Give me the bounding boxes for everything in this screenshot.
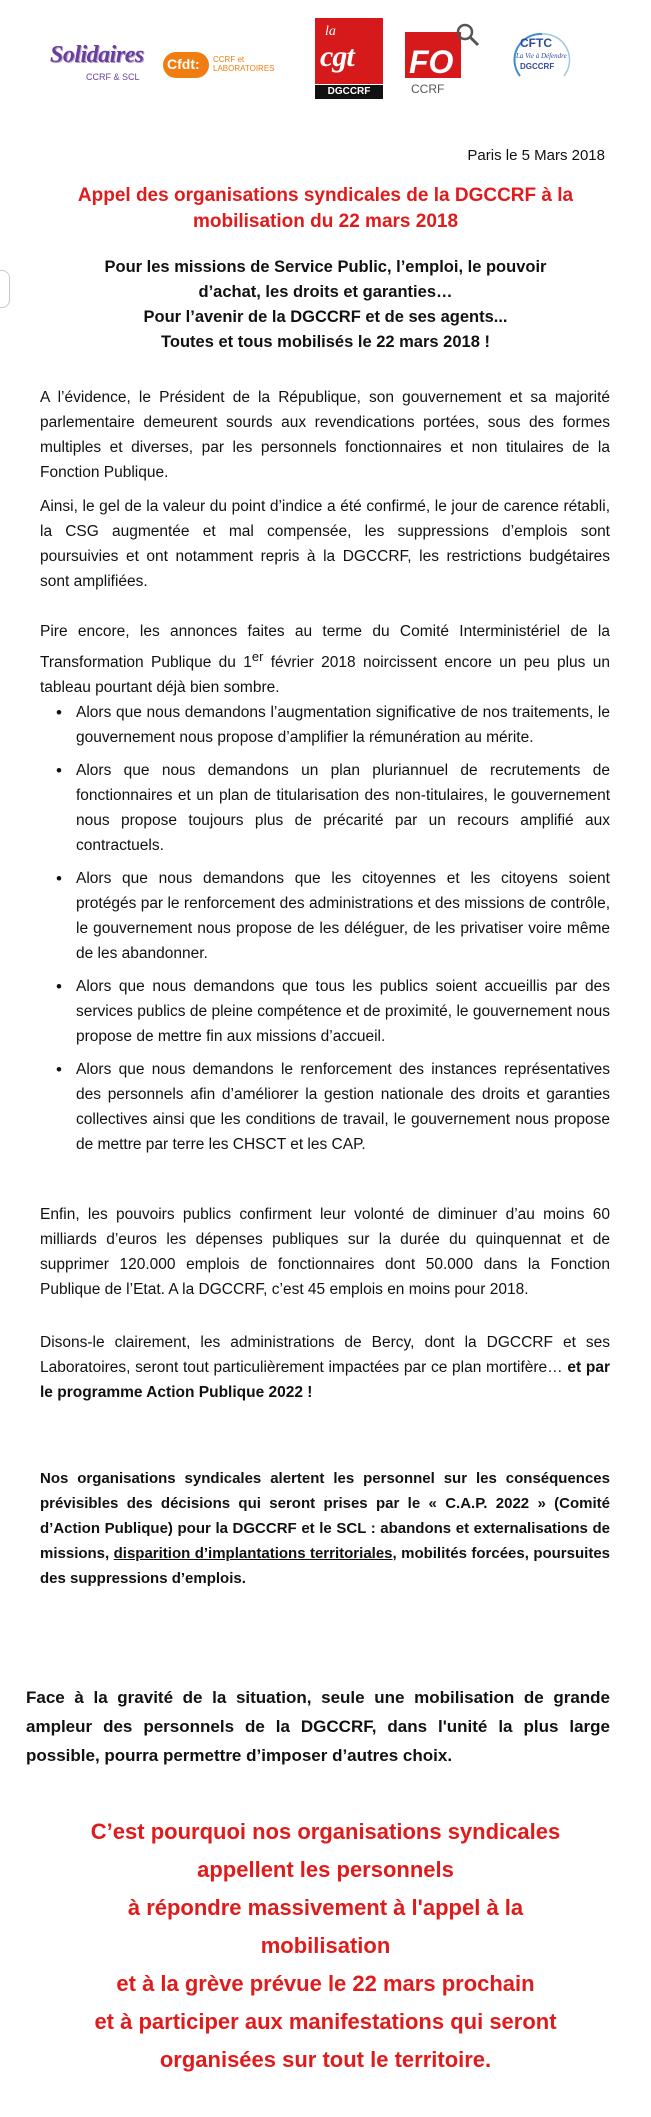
- solidaires-logo: [50, 40, 160, 88]
- fo-logo-box: [405, 32, 461, 78]
- subtitle-line: d’achat, les droits et garanties…: [198, 283, 453, 301]
- cgt-logo-box: [315, 18, 383, 84]
- fo-logo: [405, 22, 485, 98]
- cftc-logo-name: CFTC: [520, 36, 552, 50]
- cgt-logo-prefix: la: [325, 24, 336, 39]
- list-item: • Alors que nous demandons que tous les publics soient accueillis par des services publics de pleine compétence et de proximité, le gouvernement nous propose de mettre fin aux missions d’accueil.: [50, 974, 610, 1049]
- call-line: organisées sur tout le territoire.: [159, 2047, 492, 2072]
- cgt-logo-name: cgt: [320, 40, 354, 73]
- cftc-logo: [512, 30, 572, 90]
- cftc-logo-tagline: La Vie à Défendre: [516, 52, 567, 60]
- cfdt-logo-sub: CCRF et LABORATOIRES: [213, 55, 275, 73]
- document-date: Paris le 5 Mars 2018: [467, 147, 605, 164]
- page-edge-marker: [0, 270, 10, 308]
- paragraph-alert: [40, 1466, 610, 1591]
- solidaires-logo-name: Solidaires: [50, 42, 144, 68]
- paragraph-budget-cuts: Enfin, les pouvoirs publics confirment leur volonté de diminuer d’au moins 60 milliards d’euros les dépenses publiques sur la durée du quinquennat et de supprimer 120.000 emplois de fonctionnaires dont 50.000 dans la Fonction Publique de l’Etat. A la DGCCRF, c’est 45 emplois en moins pour 2018.: [40, 1206, 610, 1298]
- call-line: mobilisation: [260, 1933, 391, 1958]
- paragraph-announcements: [40, 619, 610, 700]
- cfdt-logo-badge: [163, 52, 209, 78]
- call-line: et à la grève prévue le 22 mars prochain: [116, 1971, 535, 1996]
- paragraph-announcements-b: février 2018 noircissent encore un peu plus un tableau pourtant déjà bien sombre.: [40, 654, 610, 697]
- cfdt-logo-name: Cfdt:: [167, 56, 200, 72]
- cgt-logo: [315, 18, 383, 97]
- call-to-action: [20, 1813, 631, 2079]
- call-line: et à participer aux manifestations qui seront: [94, 2009, 557, 2034]
- magnifier-icon: [455, 22, 481, 48]
- list-item: • Alors que nous demandons un plan pluriannuel de recrutements de fonctionnaires et un plan de titularisation des non-titulaires, le gouvernement nous propose toujours plus de précarité par un recours amplifié aux contractuels.: [50, 758, 610, 858]
- cgt-logo-sub: DGCCRF: [315, 85, 383, 99]
- subtitle-line: Pour l’avenir de la DGCCRF et de ses agents...: [143, 308, 508, 326]
- list-item: • Alors que nous demandons l’augmentation significative de nos traitements, le gouvernement nous propose d’amplifier la rémunération au mérite.: [50, 700, 610, 750]
- cfdt-logo: [163, 52, 283, 82]
- paragraph-announcements-sup: er: [251, 649, 264, 664]
- union-logos: [0, 18, 651, 98]
- paragraph-announcements-a: Pire encore, les annonces faites au terme du Comité Interministériel de la Transformation Publique du 1: [40, 623, 610, 672]
- subtitle-block: [20, 255, 631, 355]
- solidaires-logo-sub: CCRF & SCL: [86, 72, 140, 82]
- paragraph-measures: Ainsi, le gel de la valeur du point d’indice a été confirmé, le jour de carence rétabli, la CSG augmentée et mal compensée, les suppressions d’emplois sont poursuivies et ont notamment repris à la DGCCRF, les restrictions budgétaires sont amplifiées.: [40, 498, 610, 590]
- paragraph-bercy-b: et par le programme Action Publique 2022 !: [40, 1359, 610, 1401]
- subtitle-line: Pour les missions de Service Public, l’emploi, le pouvoir: [104, 258, 547, 276]
- call-line: C’est pourquoi nos organisations syndicales: [90, 1819, 561, 1844]
- list-item: • Alors que nous demandons le renforcement des instances représentatives des personnels afin d’améliorer la gestion nationale des droits et garanties collectives ainsi que les conditions de travail, le gouvernement nous propose de mettre par terre les CHSCT et les CAP.: [50, 1057, 610, 1157]
- fo-logo-name: FO: [409, 44, 454, 80]
- fo-logo-sub: CCRF: [411, 82, 445, 96]
- demands-list: [50, 700, 610, 1165]
- paragraph-intro: A l’évidence, le Président de la République, son gouvernement et sa majorité parlementaire demeurent sourds aux revendications portées, sous des formes multiples et diverses, par les personnels fonctionnaires et non titulaires de la Fonction Publique.: [40, 389, 610, 481]
- title-line-2: mobilisation du 22 mars 2018: [192, 211, 459, 232]
- subtitle-line: Toutes et tous mobilisés le 22 mars 2018 !: [161, 333, 490, 351]
- call-line: à répondre massivement à l'appel à la: [127, 1895, 524, 1920]
- paragraph-alert-b: , mobilités forcées, poursuites des suppressions d’emplois.: [40, 1545, 610, 1587]
- title-line-1: Appel des organisations syndicales de la DGCCRF à la: [77, 185, 574, 206]
- document-title: [20, 183, 631, 235]
- call-line: appellent les personnels: [197, 1857, 454, 1882]
- paragraph-alert-a: Nos organisations syndicales alertent les personnel sur les conséquences prévisibles des décisions qui seront prises par le « C.A.P. 2022 » (Comité d’Action Publique) pour la DGCCRF et le SCL : abandons et externalisations de missions,: [40, 1470, 610, 1562]
- list-item: • Alors que nous demandons que les citoyennes et les citoyens soient protégés par le renforcement des administrations et des missions de contrôle, le gouvernement nous propose de les déléguer, de les privatiser voire même de les abandonner.: [50, 866, 610, 966]
- paragraph-alert-underlined: disparition d’implantations territoriales: [113, 1545, 393, 1562]
- paragraph-bercy: [40, 1330, 610, 1405]
- paragraph-bercy-a: Disons-le clairement, les administrations de Bercy, dont la DGCCRF et ses Laboratoires, seront tout particulièrement impactées par ce plan mortifère…: [40, 1334, 610, 1376]
- paragraph-mobilisation: Face à la gravité de la situation, seule une mobilisation de grande ampleur des personnels de la DGCCRF, dans l'unité la plus large possible, pourra permettre d’imposer d’autres choix.: [26, 1688, 610, 1765]
- cftc-logo-sub: DGCCRF: [520, 62, 555, 71]
